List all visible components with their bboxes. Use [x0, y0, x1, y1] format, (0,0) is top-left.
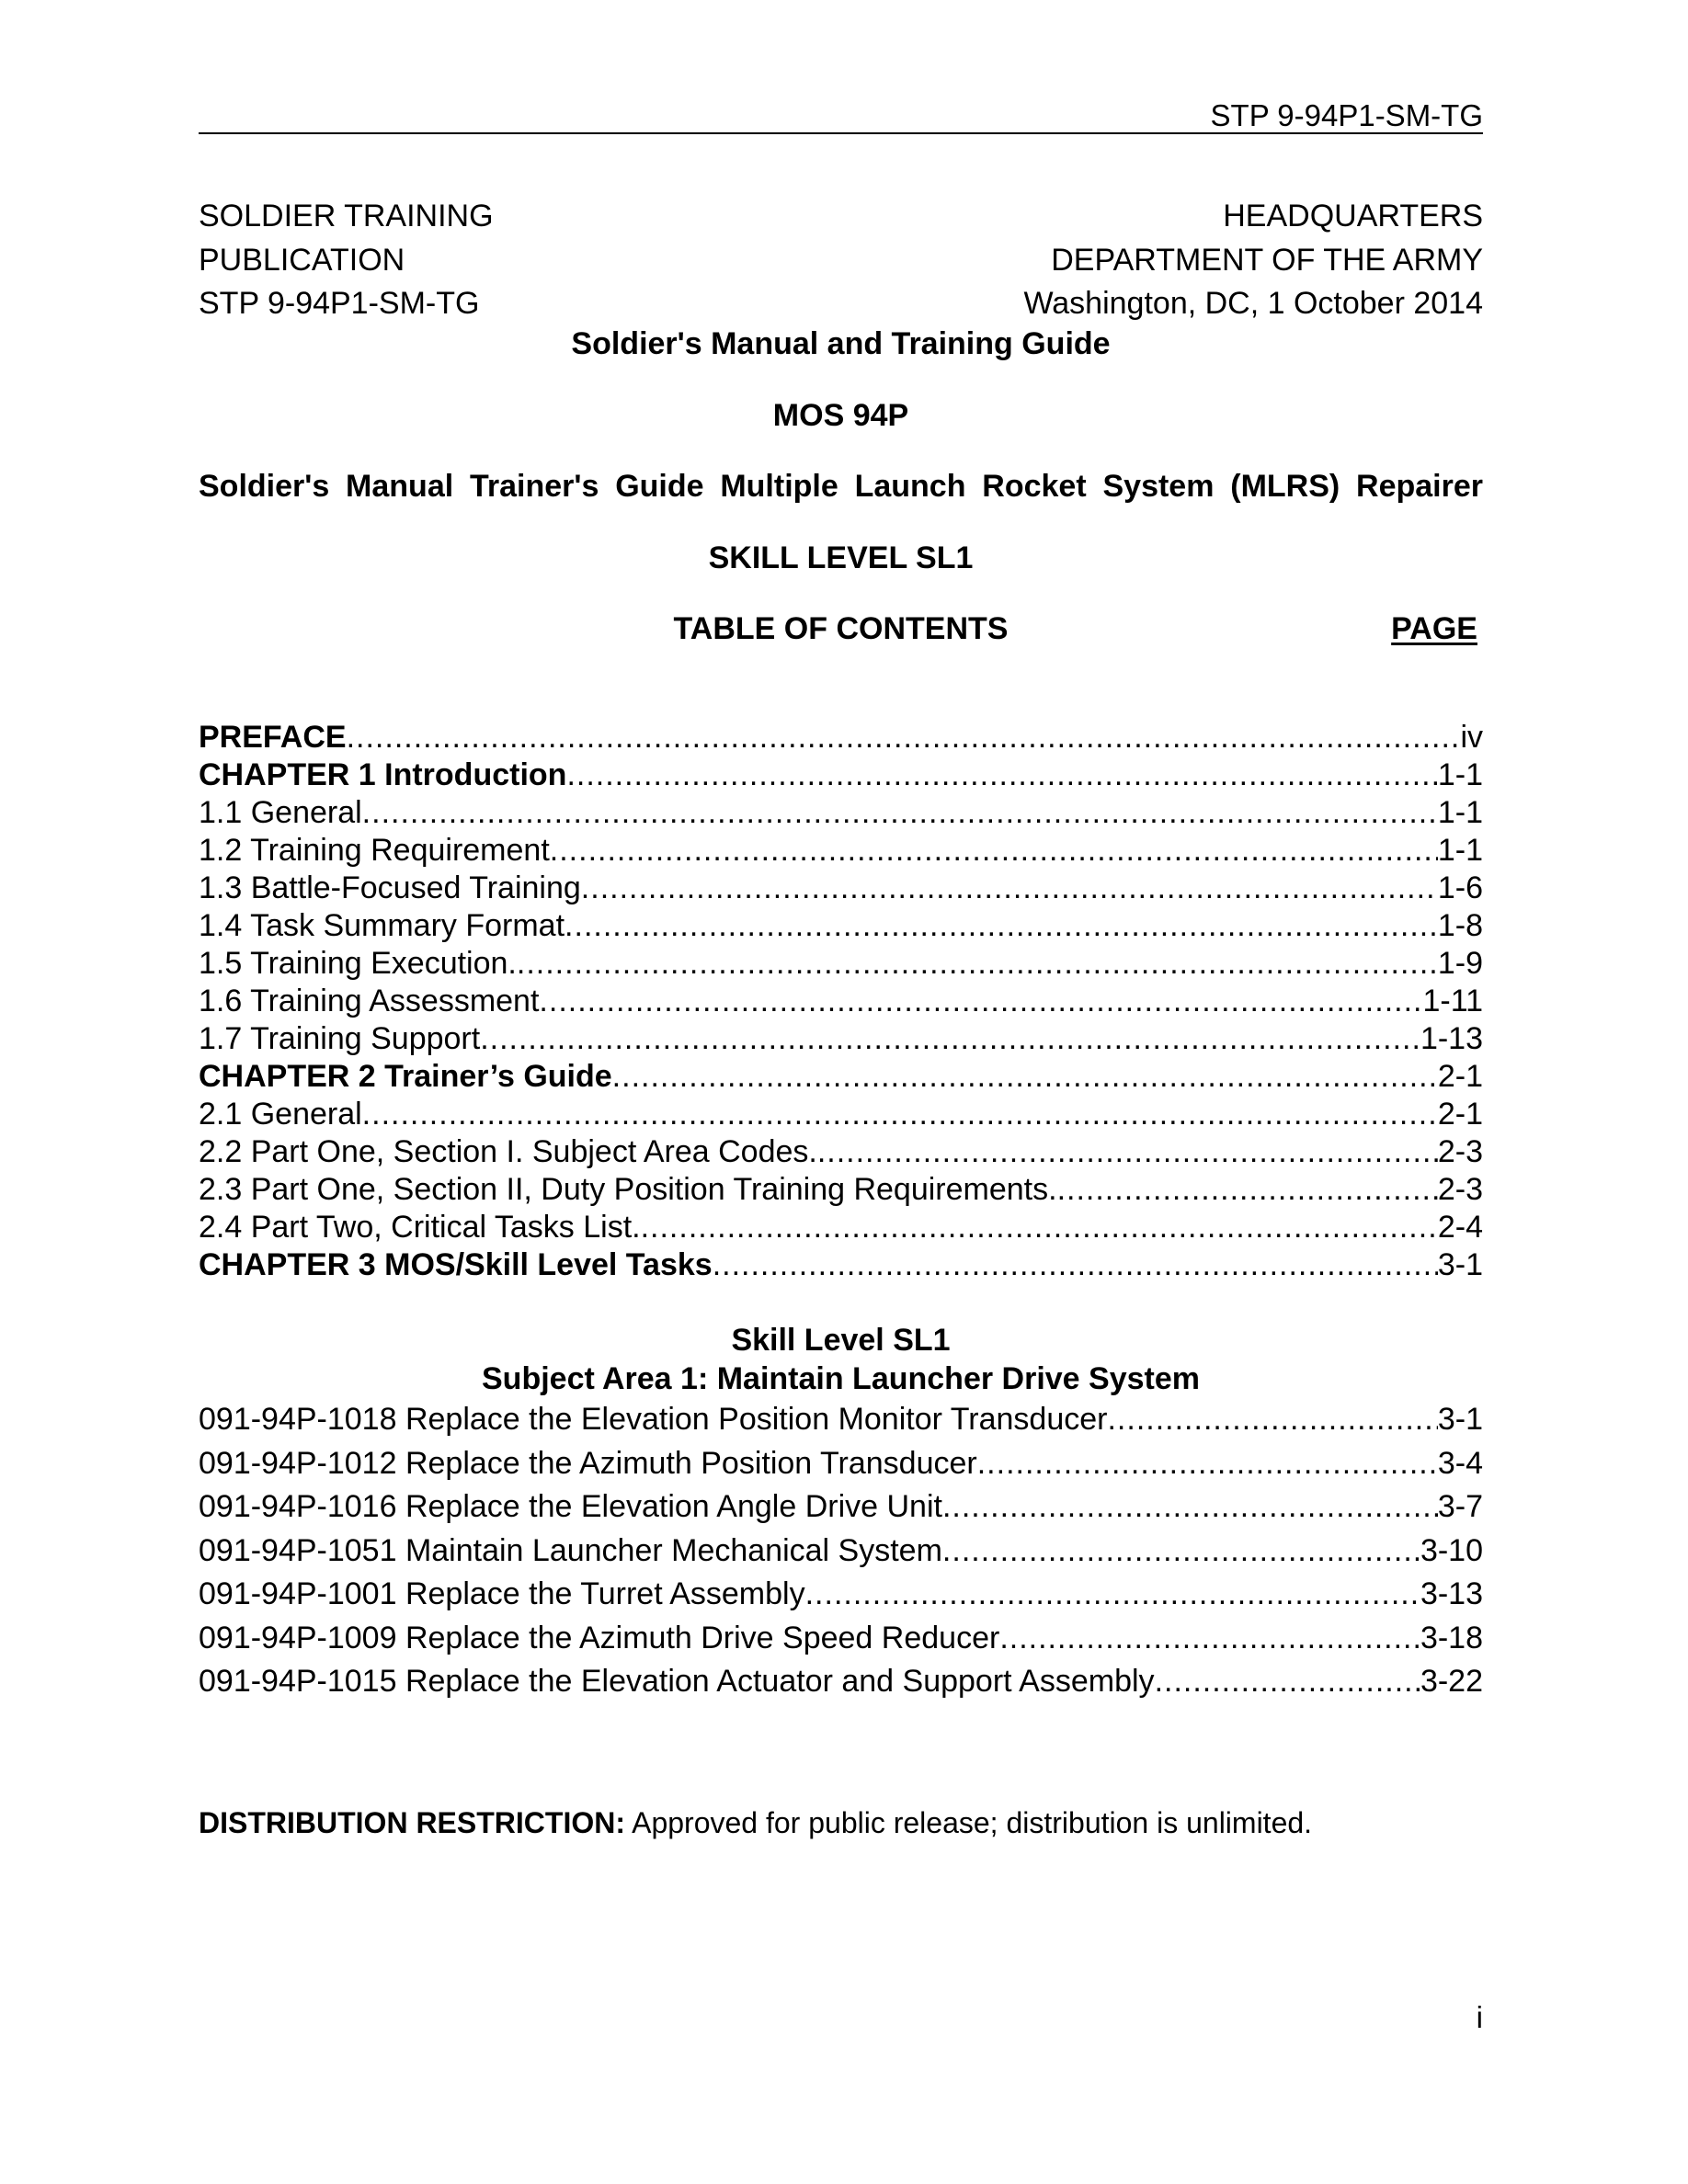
dot-leader [517, 945, 1438, 983]
dot-leader [612, 1058, 1438, 1096]
dot-leader [942, 1530, 1420, 1574]
toc-entry[interactable] [199, 1209, 1483, 1246]
toc-entry-label: 1.7 Training Support [199, 1021, 481, 1056]
dot-leader [565, 907, 1438, 945]
masthead-right-line: HEADQUARTERS [1223, 199, 1483, 233]
toc-entry[interactable] [199, 832, 1483, 870]
dot-leader [550, 832, 1438, 870]
task-entry-label: 091-94P-1009 Replace the Azimuth Drive Speed Reducer [199, 1620, 1000, 1655]
dot-leader [480, 1020, 1420, 1058]
toc-entry-label: 1.4 Task Summary Format [199, 908, 565, 943]
toc-entry-label: 1.2 Training Requirement [199, 833, 550, 868]
toc-entry-page: 2-1 [1437, 1097, 1483, 1132]
task-entry-page: 3-4 [1437, 1445, 1483, 1481]
toc-entry-page: 1-1 [1437, 833, 1483, 868]
task-entry-page: 3-1 [1437, 1402, 1483, 1437]
toc-entry-page: 1-9 [1437, 946, 1483, 981]
toc-entry-label: 2.3 Part One, Section II, Duty Position Training Requirements. [199, 1172, 1057, 1207]
toc-entry-label: CHAPTER 3 MOS/Skill Level Tasks [199, 1247, 713, 1282]
document-title: Soldier's Manual and Training Guide [571, 326, 1111, 361]
task-entry-label: 091-94P-1001 Replace the Turret Assembly [199, 1576, 805, 1611]
task-entry-label: 091-94P-1015 Replace the Elevation Actuator and Support Assembly [199, 1664, 1155, 1699]
toc-entry[interactable] [199, 1171, 1483, 1209]
toc-entry-page: 1-13 [1420, 1021, 1483, 1056]
toc-entry[interactable] [199, 1133, 1483, 1171]
subject-area-heading: Subject Area 1: Maintain Launcher Drive System [482, 1361, 1200, 1396]
page-number: i [1476, 2000, 1483, 2034]
toc-entry[interactable] [199, 945, 1483, 983]
skill-level-heading: SKILL LEVEL SL1 [708, 540, 974, 575]
task-entry[interactable] [199, 1573, 1483, 1617]
toc-entry-label: CHAPTER 1 Introduction [199, 757, 567, 792]
dot-leader [1057, 1171, 1438, 1209]
dot-leader [977, 1442, 1438, 1486]
toc-entry-label: 1.6 Training Assessment [199, 984, 540, 1018]
toc-heading: TABLE OF CONTENTS [673, 611, 1009, 646]
dot-leader [805, 1573, 1420, 1617]
toc-heading-row [199, 611, 1483, 648]
task-entry[interactable] [199, 1398, 1483, 1442]
dot-leader [1155, 1660, 1420, 1704]
task-entry-page: 3-18 [1420, 1620, 1483, 1655]
table-of-contents [199, 719, 1483, 1284]
task-list [199, 1398, 1483, 1704]
subject-area-block [199, 1321, 1483, 1398]
task-entry-page: 3-13 [1420, 1576, 1483, 1611]
toc-entry[interactable] [199, 1246, 1483, 1284]
task-entry-page: 3-22 [1420, 1664, 1483, 1699]
masthead-row [199, 239, 1483, 283]
task-entry[interactable] [199, 1617, 1483, 1661]
task-entry[interactable] [199, 1485, 1483, 1530]
task-entry-page: 3-7 [1437, 1489, 1483, 1524]
distribution-restriction [199, 1806, 1483, 1840]
masthead-left-line: PUBLICATION [199, 242, 405, 278]
distribution-label: DISTRIBUTION RESTRICTION: [199, 1806, 625, 1839]
toc-entry-label: 1.1 General [199, 795, 362, 830]
mos-heading: MOS 94P [772, 398, 909, 433]
toc-entry[interactable] [199, 719, 1483, 756]
task-entry-label: 091-94P-1016 Replace the Elevation Angle Drive Unit [199, 1489, 942, 1524]
skill-level-subheading: Skill Level SL1 [731, 1323, 951, 1358]
toc-entry-label: 1.5 Training Execution. [199, 946, 517, 981]
toc-entry-label: 2.1 General [199, 1097, 362, 1132]
document-subtitle: Soldier's Manual Trainer's Guide Multiple Launch Rocket System (MLRS) Repairer [199, 469, 1483, 504]
toc-entry-page: 3-1 [1437, 1247, 1483, 1282]
masthead-row [199, 195, 1483, 239]
page-column-heading: PAGE [1391, 611, 1477, 646]
toc-entry-page: 2-1 [1437, 1059, 1483, 1094]
dot-leader [1107, 1398, 1437, 1442]
toc-entry-page: iv [1460, 720, 1483, 755]
dot-leader [999, 1617, 1420, 1661]
toc-entry[interactable] [199, 907, 1483, 945]
toc-entry[interactable] [199, 794, 1483, 832]
dot-leader [566, 756, 1437, 794]
dot-leader [713, 1246, 1438, 1284]
toc-entry-label: PREFACE [199, 720, 347, 755]
dot-leader [347, 719, 1461, 756]
toc-entry-page: 1-1 [1437, 795, 1483, 830]
toc-entry[interactable] [199, 1058, 1483, 1096]
task-entry[interactable] [199, 1530, 1483, 1574]
toc-entry[interactable] [199, 870, 1483, 907]
toc-entry-label: CHAPTER 2 Trainer’s Guide [199, 1059, 612, 1094]
toc-entry-page: 1-6 [1437, 870, 1483, 905]
dot-leader [641, 1209, 1438, 1246]
masthead-right-line: DEPARTMENT OF THE ARMY [1051, 242, 1483, 278]
toc-entry-label: 2.2 Part One, Section I. Subject Area Codes. [199, 1134, 817, 1169]
task-entry-page: 3-10 [1420, 1532, 1483, 1568]
toc-entry[interactable] [199, 756, 1483, 794]
masthead-left-line: SOLDIER TRAINING [199, 199, 494, 233]
distribution-text: Approved for public release; distribution is unlimited. [632, 1806, 1313, 1839]
toc-entry[interactable] [199, 1096, 1483, 1133]
task-entry-label: 091-94P-1012 Replace the Azimuth Position Transducer [199, 1445, 977, 1481]
running-header: STP 9-94P1-SM-TG [199, 101, 1483, 134]
toc-entry-page: 2-4 [1437, 1210, 1483, 1245]
masthead-right-line: Washington, DC, 1 October 2014 [1023, 286, 1483, 321]
masthead-row [199, 282, 1483, 326]
toc-entry-page: 2-3 [1437, 1172, 1483, 1207]
toc-entry-page: 2-3 [1437, 1134, 1483, 1169]
task-entry[interactable] [199, 1660, 1483, 1704]
dot-leader [817, 1133, 1438, 1171]
toc-entry-label: 1.3 Battle-Focused Training [199, 870, 581, 905]
dot-leader [942, 1485, 1438, 1530]
toc-entry-page: 1-1 [1437, 757, 1483, 792]
toc-entry-label: 2.4 Part Two, Critical Tasks List. [199, 1210, 641, 1245]
dot-leader [362, 794, 1438, 832]
toc-entry[interactable] [199, 983, 1483, 1020]
task-entry[interactable] [199, 1442, 1483, 1486]
dot-leader [539, 983, 1422, 1020]
toc-entry-page: 1-8 [1437, 908, 1483, 943]
task-entry-label: 091-94P-1018 Replace the Elevation Position Monitor Transducer [199, 1402, 1108, 1437]
masthead-left-line: STP 9-94P1-SM-TG [199, 286, 480, 321]
masthead [199, 195, 1483, 326]
dot-leader [362, 1096, 1438, 1133]
dot-leader [581, 870, 1438, 907]
toc-entry[interactable] [199, 1020, 1483, 1058]
toc-entry-page: 1-11 [1422, 984, 1483, 1018]
task-entry-label: 091-94P-1051 Maintain Launcher Mechanical System [199, 1532, 942, 1568]
